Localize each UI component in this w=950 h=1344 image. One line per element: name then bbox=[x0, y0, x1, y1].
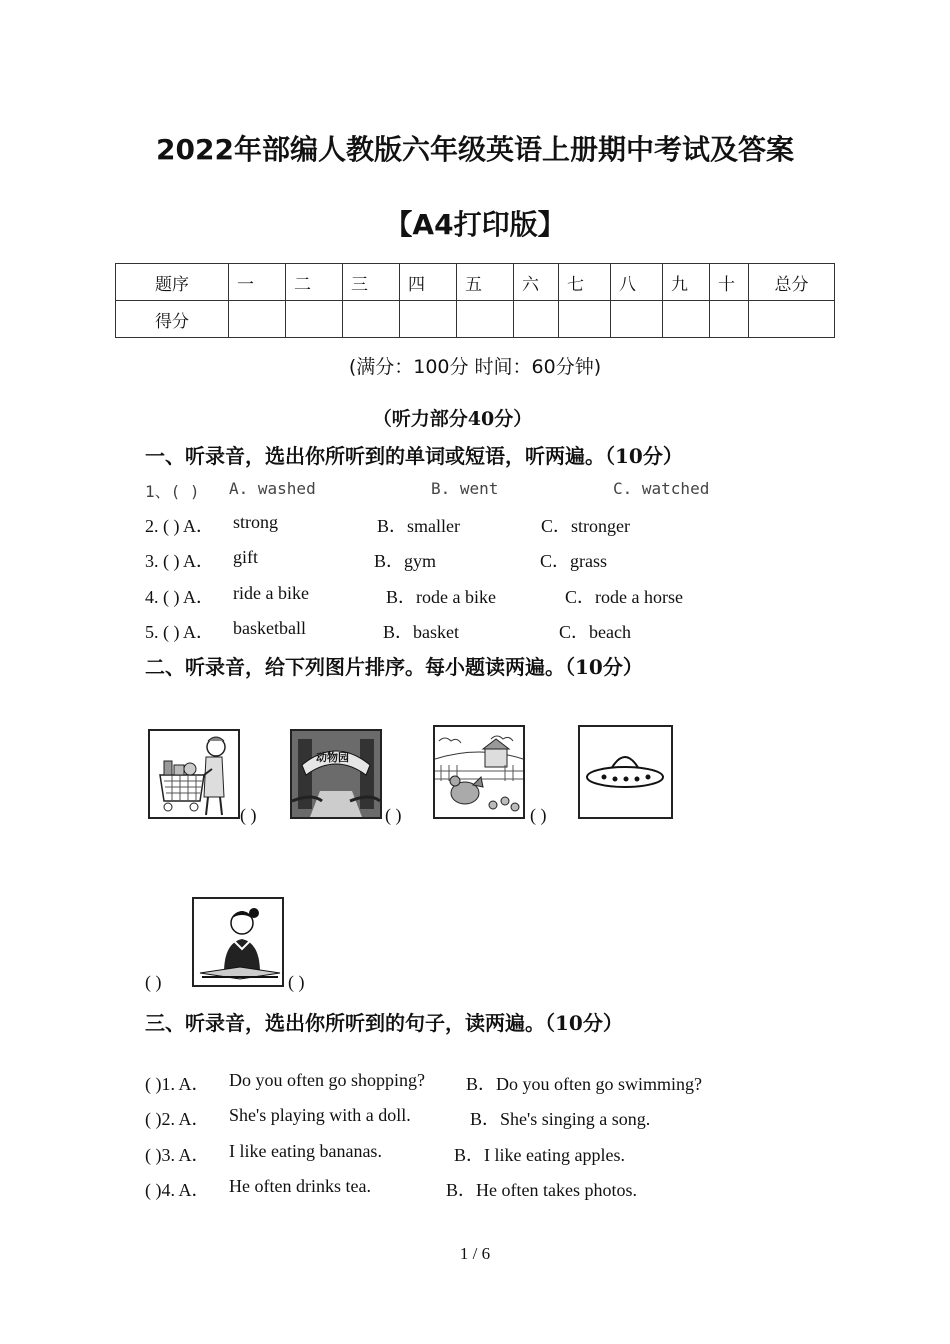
score-cell: 一 bbox=[229, 264, 286, 301]
q4-number: 4. ( ) A． bbox=[145, 587, 214, 607]
s3-q4-number: ( )4. A． bbox=[145, 1180, 210, 1200]
answer-paren[interactable]: ( ) bbox=[530, 805, 547, 825]
score-blank[interactable] bbox=[457, 301, 514, 338]
score-cell: 四 bbox=[400, 264, 457, 301]
q5-option-a[interactable]: basketball bbox=[233, 618, 306, 638]
section2-heading: 二、听录音，给下列图片排序。每小题读两遍。（10分） bbox=[145, 655, 643, 679]
q2-number: 2. ( ) A． bbox=[145, 516, 214, 536]
score-cell: 五 bbox=[457, 264, 514, 301]
page-number: 1 / 6 bbox=[459, 1244, 491, 1263]
listening-part-label: （听力部分40分） bbox=[372, 408, 533, 430]
answer-paren[interactable]: ( ) bbox=[145, 972, 162, 992]
score-label: 得分 bbox=[116, 301, 229, 338]
s3-q2-number: ( )2. A． bbox=[145, 1109, 210, 1129]
farm-icon bbox=[435, 727, 523, 817]
score-blank[interactable] bbox=[611, 301, 663, 338]
q2-option-b[interactable]: B．smaller bbox=[377, 516, 460, 536]
s3-q3-option-a[interactable]: I like eating bananas. bbox=[229, 1141, 382, 1161]
score-blank[interactable] bbox=[400, 301, 457, 338]
answer-paren[interactable]: ( ) bbox=[240, 805, 257, 825]
woman-reading-picture bbox=[192, 897, 284, 987]
q1-option-b[interactable]: B. went bbox=[431, 479, 499, 498]
zoo-gate-picture bbox=[290, 729, 382, 819]
section3-heading: 三、听录音，选出你所听到的句子，读两遍。（10分） bbox=[145, 1011, 623, 1035]
s3-q2-option-a[interactable]: She's playing with a doll. bbox=[229, 1105, 411, 1125]
q2-option-c[interactable]: C．stronger bbox=[541, 516, 630, 536]
q2-option-a[interactable]: strong bbox=[233, 512, 278, 532]
s3-q3-number: ( )3. A． bbox=[145, 1145, 210, 1165]
score-table-header-row bbox=[116, 264, 835, 301]
page-subtitle: 【A4打印版】 bbox=[384, 208, 566, 241]
farm-picture bbox=[433, 725, 525, 819]
score-cell: 六 bbox=[514, 264, 559, 301]
section1-heading: 一、听录音，选出你所听到的单词或短语，听两遍。（10分） bbox=[145, 444, 683, 468]
score-cell: 三 bbox=[343, 264, 400, 301]
q5-option-b[interactable]: B．basket bbox=[383, 622, 459, 642]
score-cell: 九 bbox=[663, 264, 710, 301]
score-blank[interactable] bbox=[514, 301, 559, 338]
q4-option-a[interactable]: ride a bike bbox=[233, 583, 309, 603]
page-title: 2022年部编人教版六年级英语上册期中考试及答案 bbox=[156, 133, 794, 166]
score-blank[interactable] bbox=[229, 301, 286, 338]
zoo-gate-icon bbox=[292, 731, 380, 817]
score-table-score-row bbox=[116, 301, 835, 338]
score-blank[interactable] bbox=[559, 301, 611, 338]
score-cell: 总分 bbox=[749, 264, 835, 301]
score-blank[interactable] bbox=[749, 301, 835, 338]
shopping-cart-icon bbox=[150, 731, 238, 817]
q5-number: 5. ( ) A． bbox=[145, 622, 214, 642]
s3-q1-number: ( )1. A． bbox=[145, 1074, 210, 1094]
score-blank[interactable] bbox=[286, 301, 343, 338]
score-cell: 十 bbox=[710, 264, 749, 301]
score-cell: 二 bbox=[286, 264, 343, 301]
score-blank[interactable] bbox=[343, 301, 400, 338]
answer-paren[interactable]: ( ) bbox=[288, 972, 305, 992]
q4-option-b[interactable]: B．rode a bike bbox=[386, 587, 496, 607]
s3-q4-option-a[interactable]: He often drinks tea. bbox=[229, 1176, 371, 1196]
score-cell: 七 bbox=[559, 264, 611, 301]
score-cell: 题序 bbox=[116, 264, 229, 301]
s3-q3-option-b[interactable]: B．I like eating apples. bbox=[454, 1145, 625, 1165]
zoo-sign-text: 动物园 bbox=[316, 751, 349, 764]
q5-option-c[interactable]: C．beach bbox=[559, 622, 631, 642]
s3-q2-option-b[interactable]: B．She's singing a song. bbox=[470, 1109, 651, 1129]
ufo-icon bbox=[580, 727, 671, 817]
q1-number: 1、( ) bbox=[145, 482, 200, 501]
q3-number: 3. ( ) A． bbox=[145, 551, 214, 571]
ufo-picture bbox=[578, 725, 673, 819]
score-blank[interactable] bbox=[710, 301, 749, 338]
score-table bbox=[115, 263, 835, 338]
s3-q1-option-b[interactable]: B．Do you often go swimming? bbox=[466, 1074, 702, 1094]
score-cell: 八 bbox=[611, 264, 663, 301]
woman-reading-icon bbox=[194, 899, 282, 985]
shopping-cart-picture bbox=[148, 729, 240, 819]
q1-option-c[interactable]: C. watched bbox=[613, 479, 710, 498]
score-blank[interactable] bbox=[663, 301, 710, 338]
q4-option-c[interactable]: C．rode a horse bbox=[565, 587, 683, 607]
q3-option-b[interactable]: B．gym bbox=[374, 551, 437, 571]
q3-option-a[interactable]: gift bbox=[233, 547, 258, 567]
q3-option-c[interactable]: C．grass bbox=[540, 551, 607, 571]
s3-q1-option-a[interactable]: Do you often go shopping? bbox=[229, 1070, 425, 1090]
q1-option-a[interactable]: A. washed bbox=[229, 479, 316, 498]
answer-paren[interactable]: ( ) bbox=[385, 805, 402, 825]
s3-q4-option-b[interactable]: B．He often takes photos. bbox=[446, 1180, 637, 1200]
exam-info: (满分：100分 时间：60分钟) bbox=[348, 356, 602, 378]
